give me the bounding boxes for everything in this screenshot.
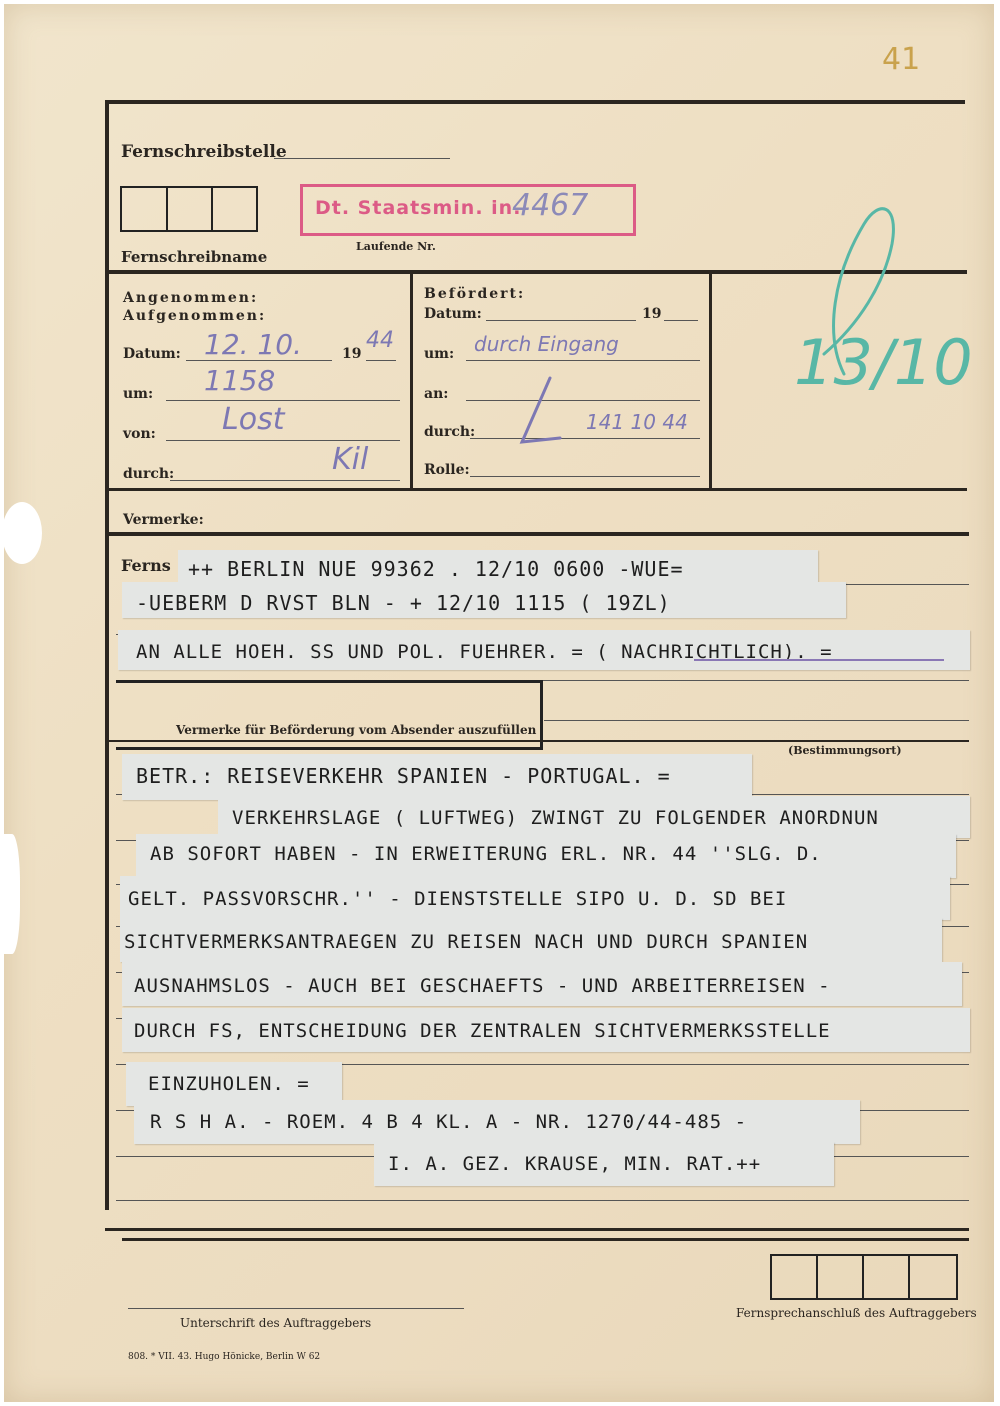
telex-body-line-2: VERKEHRSLAGE ( LUFTWEG) ZWINGT ZU FOLGENDER ANORDNUN <box>232 807 879 829</box>
received-durch-value: Kil <box>332 442 369 477</box>
received-year-prefix: 19 <box>342 346 362 362</box>
telex-body-line-7: DURCH FS, ENTSCHEIDUNG DER ZENTRALEN SICHTVERMERKSSTELLE <box>134 1020 831 1042</box>
received-durch-line <box>170 480 400 481</box>
laufende-nr-label: Laufende Nr. <box>356 240 436 253</box>
stamp-text: Dt. Staatsmin. in. <box>315 197 522 219</box>
forwarded-durch-label: durch: <box>424 424 476 440</box>
signature-line <box>128 1308 464 1309</box>
telex-body-line-1: BETR.: REISEVERKEHR SPANIEN - PORTUGAL. = <box>136 764 671 788</box>
received-year-line <box>366 360 396 361</box>
telex-body-line-6: AUSNAHMSLOS - AUCH BEI GESCHAEFTS - UND ARBEITERREISEN - <box>134 975 831 997</box>
footer-rule-2 <box>122 1238 969 1241</box>
signature-label: Unterschrift des Auftraggebers <box>180 1316 372 1330</box>
grid-divider-2 <box>709 272 712 490</box>
received-um-value: 1158 <box>204 364 276 397</box>
forwarded-um-value: durch Eingang <box>474 332 619 356</box>
stamp-number: 4467 <box>512 188 589 223</box>
received-um-label: um: <box>123 386 154 402</box>
telex-body-line-10: I. A. GEZ. KRAUSE, MIN. RAT.++ <box>388 1153 762 1175</box>
forwarded-handwritten-stroke <box>504 376 574 452</box>
imprint: 808. * VII. 43. Hugo Hönicke, Berlin W 62 <box>128 1352 321 1362</box>
forwarded-rolle-label: Rolle: <box>424 462 470 478</box>
vermerke-rule <box>109 532 969 536</box>
telex-header-line-2: -UEBERM D RVST BLN - + 12/10 1115 ( 19ZL) <box>136 591 671 615</box>
fernschreibname-label: Fernschreibname <box>121 248 268 266</box>
aufgenommen-label: Aufgenommen: <box>123 308 267 324</box>
fernschreibstelle-line <box>274 158 450 159</box>
telex-body-line-9: R S H A. - ROEM. 4 B 4 KL. A - NR. 1270/44-485 - <box>150 1111 748 1133</box>
top-border <box>105 100 965 104</box>
received-durch-label: durch: <box>123 466 175 482</box>
nachrichtlich-underline <box>694 659 944 661</box>
grid-bottom-rule <box>109 488 967 491</box>
forwarded-rolle-line <box>470 476 700 477</box>
befoerdert-label: Befördert: <box>424 286 526 302</box>
forwarded-an-line <box>466 400 700 401</box>
body-line-10 <box>116 1200 969 1201</box>
phone-label: Fernsprechanschluß des Auftraggebers <box>736 1306 977 1320</box>
torn-edge <box>0 834 20 954</box>
telex-header-line-1: ++ BERLIN NUE 99362 . 12/10 0600 -WUE= <box>188 557 684 581</box>
page-number: 41 <box>882 42 921 77</box>
received-von-label: von: <box>123 426 156 442</box>
punch-hole-top <box>2 502 42 564</box>
telex-body-line-4: GELT. PASSVORSCHR.'' - DIENSTSTELLE SIPO U. D. SD BEI <box>128 888 788 910</box>
angenommen-label: Angenommen: <box>123 290 259 306</box>
fernschreibname-boxes <box>120 186 258 232</box>
telex-header-line-3: AN ALLE HOEH. SS UND POL. FUEHRER. = ( NACHRICHTLICH). = <box>136 641 833 663</box>
received-von-value: Lost <box>222 402 285 437</box>
befoerderung-right-line <box>544 720 969 721</box>
fernschreibstelle-label: Fernschreibstelle <box>121 142 287 162</box>
phone-boxes <box>770 1254 958 1300</box>
received-year-value: 44 <box>366 328 394 353</box>
received-um-line <box>166 400 400 401</box>
left-border <box>105 100 109 1210</box>
forwarded-datum-line <box>486 320 636 321</box>
footer-rule-1 <box>105 1228 969 1231</box>
forwarded-year-line <box>664 320 698 321</box>
forwarded-an-label: an: <box>424 386 449 402</box>
received-datum-label: Datum: <box>123 346 181 362</box>
grid-divider-1 <box>410 272 413 490</box>
forwarded-um-line <box>466 360 700 361</box>
received-datum-value: 12. 10. <box>204 328 302 361</box>
fernschreiben-label: Ferns <box>121 556 171 575</box>
telex-body-line-8: EINZUHOLEN. = <box>148 1073 310 1095</box>
forwarded-um-label: um: <box>424 346 455 362</box>
vermerke-label: Vermerke: <box>123 512 204 528</box>
bestimmungsort-label: (Bestimmungsort) <box>788 744 902 757</box>
telegram-form <box>4 4 994 1402</box>
forwarded-year-prefix: 19 <box>642 306 662 322</box>
telex-body-line-5: SICHTVERMERKSANTRAEGEN ZU REISEN NACH UND DURCH SPANIEN <box>124 931 809 953</box>
telex-body-line-3: AB SOFORT HABEN - IN ERWEITERUNG ERL. NR. 44 ''SLG. D. <box>150 843 822 865</box>
received-von-line <box>166 440 400 441</box>
margin-note: 13/10 <box>794 326 973 399</box>
forwarded-datum-label: Datum: <box>424 306 482 322</box>
address-rule <box>109 740 969 742</box>
forwarded-durch-value: 141 10 44 <box>586 410 688 434</box>
befoerderung-label: Vermerke für Beförderung vom Absender auszufüllen <box>176 723 537 737</box>
